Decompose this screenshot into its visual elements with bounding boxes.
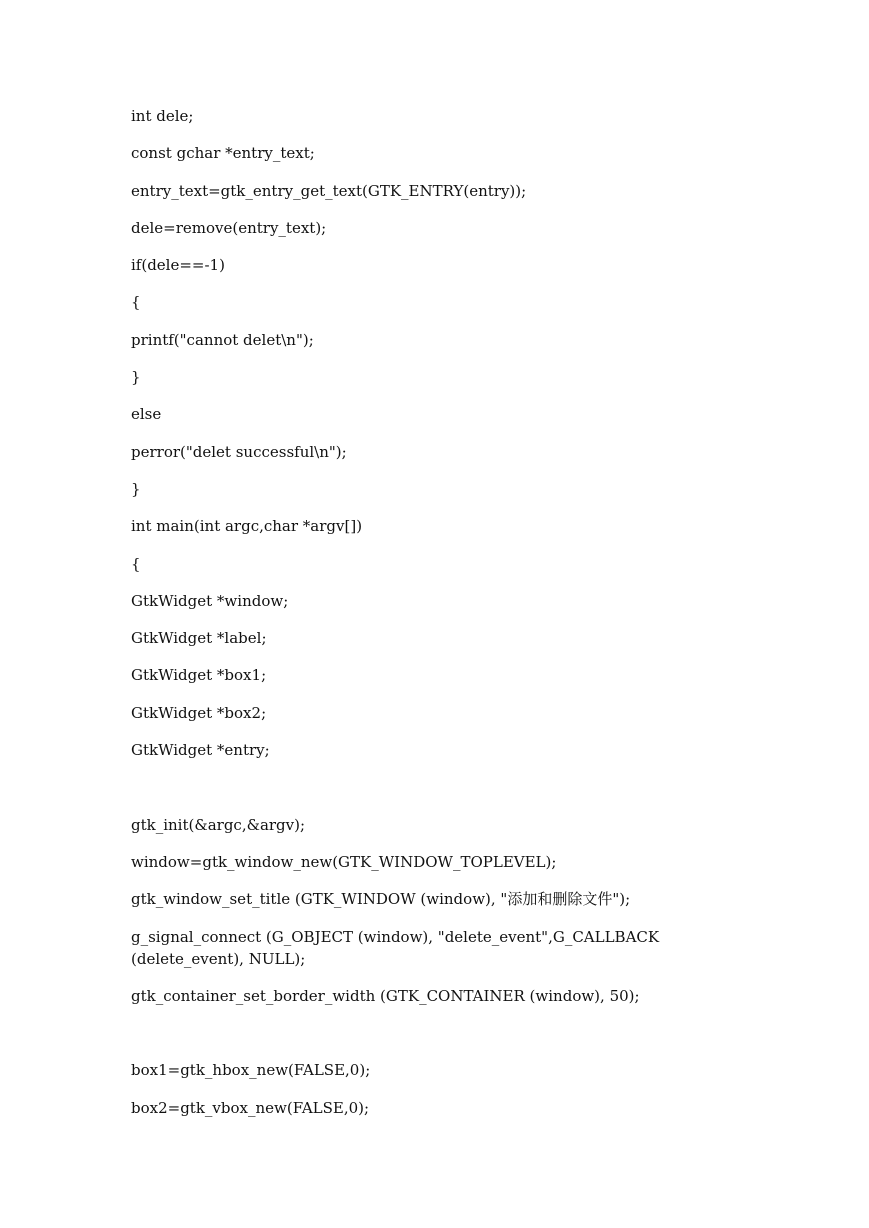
code-line: } [131,368,141,387]
code-line: window=gtk_window_new(GTK_WINDOW_TOPLEVEL); [131,852,557,871]
code-line: dele=remove(entry_text); [131,218,327,237]
code-line: const gchar *entry_text; [131,144,315,163]
code-line: gtk_window_set_title (GTK_WINDOW (window), "添加和删除文件"); [131,890,631,909]
code-line: int main(int argc,char *argv[]) [131,517,363,536]
blank-line [131,1022,731,1059]
code-line: gtk_container_set_border_width (GTK_CONTAINER (window), 50); [131,986,640,1005]
code-line: GtkWidget *entry; [131,741,270,760]
code-line: { [131,554,141,573]
code-line: entry_text=gtk_entry_get_text(GTK_ENTRY(entry)); [131,181,527,200]
blank-line [131,776,731,813]
code-line: g_signal_connect (G_OBJECT (window), "delete_event",G_CALLBACK (delete_event), NULL); [131,927,664,968]
code-line: GtkWidget *box1; [131,666,267,685]
code-line: perror("delet successful\n"); [131,442,347,461]
code-line: int dele; [131,107,194,125]
code-line: GtkWidget *box2; [131,703,267,722]
code-listing [131,105,731,1134]
code-line: GtkWidget *window; [131,591,289,610]
code-line: } [131,479,141,498]
code-line: GtkWidget *label; [131,629,267,648]
code-line: gtk_init(&argc,&argv); [131,815,306,834]
code-line: box1=gtk_hbox_new(FALSE,0); [131,1061,371,1080]
code-line: { [131,293,141,312]
code-line: else [131,405,162,424]
code-line: if(dele==-1) [131,256,225,275]
code-line: box2=gtk_vbox_new(FALSE,0); [131,1098,370,1117]
code-line: printf("cannot delet\n"); [131,330,314,349]
